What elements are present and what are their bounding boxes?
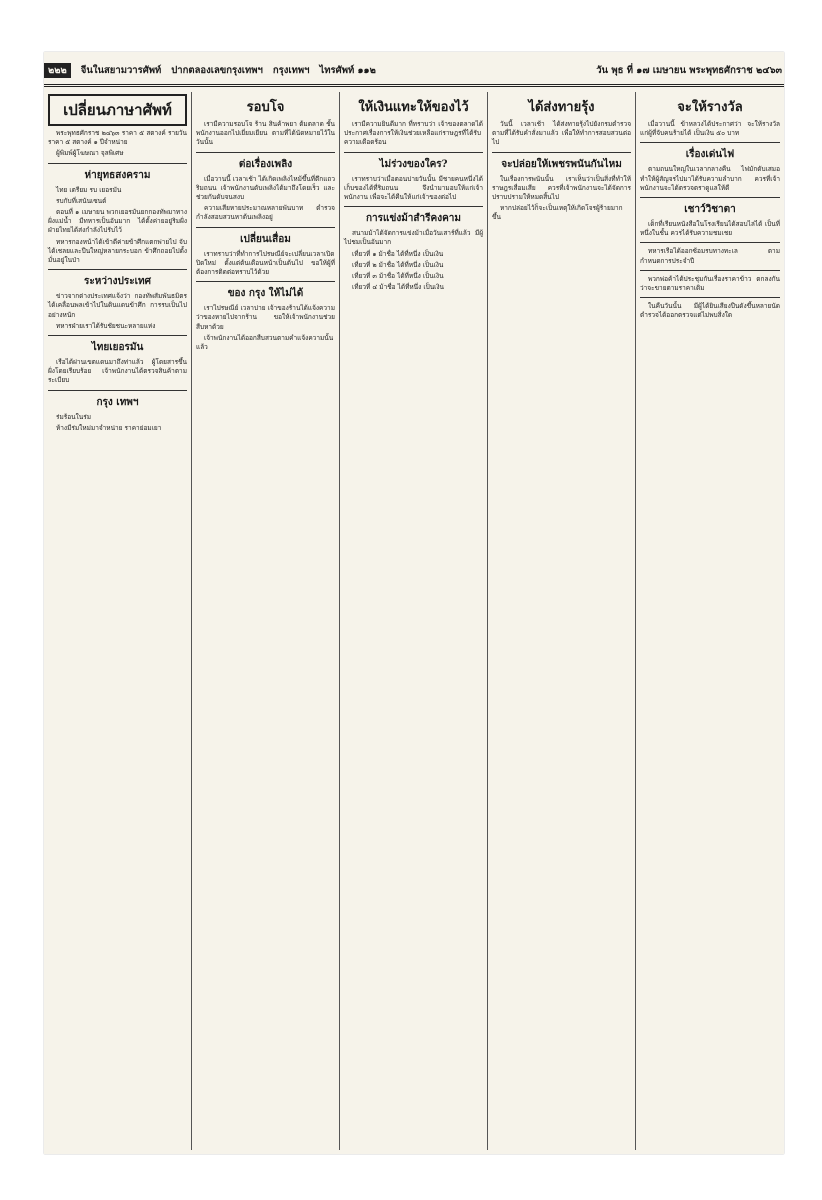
article-paragraph: ความเสียหายประมาณหลายพันบาท ตำรวจกำลังสอบสวนหาต้นเพลิงอยู่ <box>196 204 335 222</box>
column-headline: ได้ส่งทายรุ้ง <box>528 100 595 115</box>
section-heading: ไทยเยอรมัน <box>91 342 144 354</box>
section-divider <box>48 163 187 164</box>
article-paragraph: เราทราบว่าที่ทำการไปรษณีย์จะเปลี่ยนเวลาเปิดปิดใหม่ ตั้งแต่ต้นเดือนหน้าเป็นต้นไป ขอให้ผู้ที่ต้องการติดต่อทราบไว้ด้วย <box>196 249 335 277</box>
masthead <box>44 56 784 87</box>
article-paragraph: เจ้าพนักงานได้ออกสืบสวนตามคำแจ้งความนั้นแล้ว <box>196 333 334 352</box>
section-divider <box>640 297 780 298</box>
section-divider <box>640 197 780 198</box>
article-paragraph: ตามถนนใหญ่ในเวลากลางคืน ไฟมักดับเสมอ ทำให้ผู้สัญจรไปมาได้รับความลำบาก ควรที่เจ้าพนักงานจะได้ตรวจตราดูแลให้ดี <box>640 165 780 192</box>
article-paragraph: ทหารเรือได้ออกซ้อมรบทางทะเล ตามกำหนดการประจำปี <box>640 247 780 265</box>
section-divider <box>196 227 335 228</box>
article-paragraph: เที่ยวที่ ๑ ม้าชื่อ ได้ที่หนึ่ง เป็นเงิน <box>352 249 444 258</box>
article-paragraph: ตอนที่ ๑ เมษายน พวกเยอรมันยกกองทัพมาทางฝั่งแม่น้ำ มีทหารเป็นอันมาก ได้ตั้งค่ายอยู่ริมฝั่ง ฝ่ายไทยได้ส่งกำลังไปรับไว้ <box>48 208 187 235</box>
article-paragraph: ไทย เตรียม รบ เยอรมัน <box>56 185 122 194</box>
section-heading: ต่อเรื่องเพลิง <box>238 158 293 170</box>
newspaper-page <box>44 52 784 1154</box>
section-divider <box>196 152 335 153</box>
section-divider <box>48 390 187 391</box>
article-paragraph: สนามม้าได้จัดการแข่งม้าเมื่อวันเสาร์ที่แล้ว มีผู้ไปชมเป็นอันมาก <box>344 229 483 247</box>
section-heading: ของ กรุง ให้ไม่ได้ <box>227 288 304 300</box>
section-divider <box>196 281 335 282</box>
section-heading: การแข่งม้าสำรีคงคาม <box>366 213 461 225</box>
section-heading: เชาว์วิชาตา <box>684 204 736 216</box>
section-divider <box>640 242 780 243</box>
article-paragraph: พวกพ่อค้าได้ประชุมกันเรื่องราคาข้าว ตกลงกันว่าจะขายตามราคาเดิม <box>640 274 780 293</box>
section-divider <box>48 269 187 270</box>
section-heading: ระหว่างประเทศ <box>84 276 151 288</box>
masthead-item: จีนในสยามวารศัพท์ <box>80 64 162 76</box>
column-headline: ให้เงินแทะให้ของไว้ <box>358 100 469 115</box>
article-paragraph: ทหารกองหน้าได้เข้าตีค่ายข้าศึกแตกพ่ายไป จับได้เชลยและปืนใหญ่หลายกระบอก ข้าศึกถอยไปตั้งมั่นอยู่ในป่า <box>48 237 187 265</box>
article-paragraph: ทหารฝ่ายเราได้รับชัยชนะหลายแห่ง <box>56 321 156 330</box>
article-paragraph: หากปล่อยไว้ก็จะเป็นเหตุให้เกิดโจรผู้ร้ายมากขึ้น <box>492 204 623 222</box>
section-heading: เรื่องเด่นไฟ <box>685 149 735 161</box>
article-paragraph: พระพุทธศักราช ๒๔๖๓ ราคา ๕ สตางค์ รายวัน ราคา ๕ สตางค์ ๑ ปีจำหน่าย <box>48 129 187 147</box>
article-paragraph: เมื่อวานนี้ ข้าหลวงได้ประกาศว่า จะให้รางวัลแก่ผู้ที่จับคนร้ายได้ เป็นเงิน ๕๐ บาท <box>640 120 780 138</box>
article-paragraph: ผู้พิมพ์ผู้โฆษณา จุลพิเศษ <box>56 149 124 158</box>
article-paragraph: เที่ยวที่ ๒ ม้าชื่อ ได้ที่หนึ่ง เป็นเงิน <box>352 260 444 269</box>
masthead-item: กรุงเทพฯ <box>272 64 310 76</box>
article-paragraph: ร่มร้อนในร่ม <box>56 412 92 421</box>
section-heading: ไม่ร่วงของใคร? <box>379 158 448 170</box>
section-heading: เปลี่ยนเสื่อม <box>240 233 291 245</box>
section-divider <box>640 270 780 271</box>
article-paragraph: เรามีความยินดีมาก ที่ทราบว่า เจ้าของตลาดได้ประกาศเรื่องการให้เงินช่วยเหลือแก่ราษฎรที่ได้รับความเดือดร้อน <box>344 120 483 147</box>
column-headline: จะให้รางวัล <box>677 100 743 115</box>
article-paragraph: เราทราบว่าเมื่อตอนบ่ายวันนั้น มีชายคนหนึ่งได้เก็บของได้ที่ริมถนน จึงนำมามอบให้แก่เจ้าพนักงาน เพื่อจะได้คืนให้แก่เจ้าของต่อไป <box>344 174 483 202</box>
article-paragraph: เที่ยวที่ ๓ ม้าชื่อ ได้ที่หนึ่ง เป็นเงิน <box>352 272 444 281</box>
article-paragraph: วันนี้ เวลาเช้า ได้ส่งทายรุ้งไปยังกรมตำรวจ ตามที่ได้รับคำสั่งมาแล้ว เพื่อให้ทำการสอบสวนต่อไป <box>492 120 631 147</box>
section-heading: ห่ายุทธสงคราม <box>84 169 151 181</box>
article-paragraph: เรามีความรอบโจ ร้าน สินค้าพยา ต้มตลาด ชั้นพนักงานออกไปเยี่ยมเยียน ตามที่ได้นัดหมายไว้ในวันนั้น <box>196 120 335 147</box>
column-5 <box>636 92 784 1150</box>
masthead-item: ปากตลองเลขกรุงเทพฯ <box>171 64 263 76</box>
article-paragraph: รบกับที่เสนันเซนต์ <box>56 196 107 205</box>
column-2 <box>192 92 340 1150</box>
article-paragraph: เราไปรษณีย์ เวลาบ่าย เจ้าของร้านได้แจ้งความว่าของหายไปจากร้าน ขอให้เจ้าพนักงานช่วยสืบหาด้วย <box>196 304 335 331</box>
article-paragraph: เด็กที่เรียนหนังสือในโรงเรียนได้สอบไล่ได้ เป็นที่หนึ่งในชั้น ควรได้รับความชมเชย <box>640 220 780 238</box>
section-divider <box>640 142 780 143</box>
column-1 <box>44 92 192 1150</box>
section-heading: กรุง เทพฯ <box>96 396 139 408</box>
section-heading: จะปล่อยให้เพชรพนันกันไหม <box>501 158 622 170</box>
page-number: ๒๒๒ <box>44 63 71 78</box>
column-4 <box>488 92 636 1150</box>
section-divider <box>48 335 187 336</box>
column-3 <box>340 92 488 1150</box>
article-paragraph: เมื่อวานนี้ เวลาเช้า ได้เกิดเพลิงไหม้ขึ้นที่ตึกแถวริมถนน เจ้าพนักงานดับเพลิงได้มาถึงโดยเร็ว และช่วยกันดับจนสงบ <box>196 174 335 202</box>
article-paragraph: ในเรื่องการพนันนั้น เราเห็นว่าเป็นสิ่งที่ทำให้ราษฎรเสื่อมเสีย ควรที่เจ้าพนักงานจะได้จัดการปราบปรามให้หมดสิ้นไป <box>492 174 631 202</box>
article-paragraph: เที่ยวที่ ๔ ม้าชื่อ ได้ที่หนึ่ง เป็นเงิน <box>352 283 444 292</box>
section-divider <box>344 152 483 153</box>
article-paragraph: ห้างมีร่มใหม่มาจำหน่าย ราคาย่อมเยา <box>56 423 162 432</box>
column-headline: เปลี่ยนภาษาศัพท์ <box>48 94 187 126</box>
section-divider <box>492 152 631 153</box>
article-paragraph: ข่าวจากต่างประเทศแจ้งว่า กองทัพสัมพันธมิตรได้เคลื่อนพลเข้าไปในดินแดนข้าศึก การรบเป็นไปอย่างหนัก <box>48 292 187 319</box>
masthead-item: ไทรศัพท์ ๑๑๒ <box>319 64 376 76</box>
section-divider <box>344 206 483 207</box>
column-headline: รอบโจ <box>246 100 285 115</box>
article-paragraph: เรือได้ผ่านเขตแดนมาถึงท่าแล้ว ผู้โดยสารขึ้นฝั่งโดยเรียบร้อย เจ้าพนักงานได้ตรวจสินค้าตามระเบียบ <box>48 358 187 385</box>
article-paragraph: ในคืนวันนั้น มีผู้ได้ยินเสียงปืนดังขึ้นหลายนัด ตำรวจได้ออกตรวจแต่ไม่พบสิ่งใด <box>640 302 780 320</box>
masthead-date: วัน พุธ ที่ ๑๗ เมษายน พระพุทธศักราช ๒๔๖๓ <box>596 64 782 76</box>
